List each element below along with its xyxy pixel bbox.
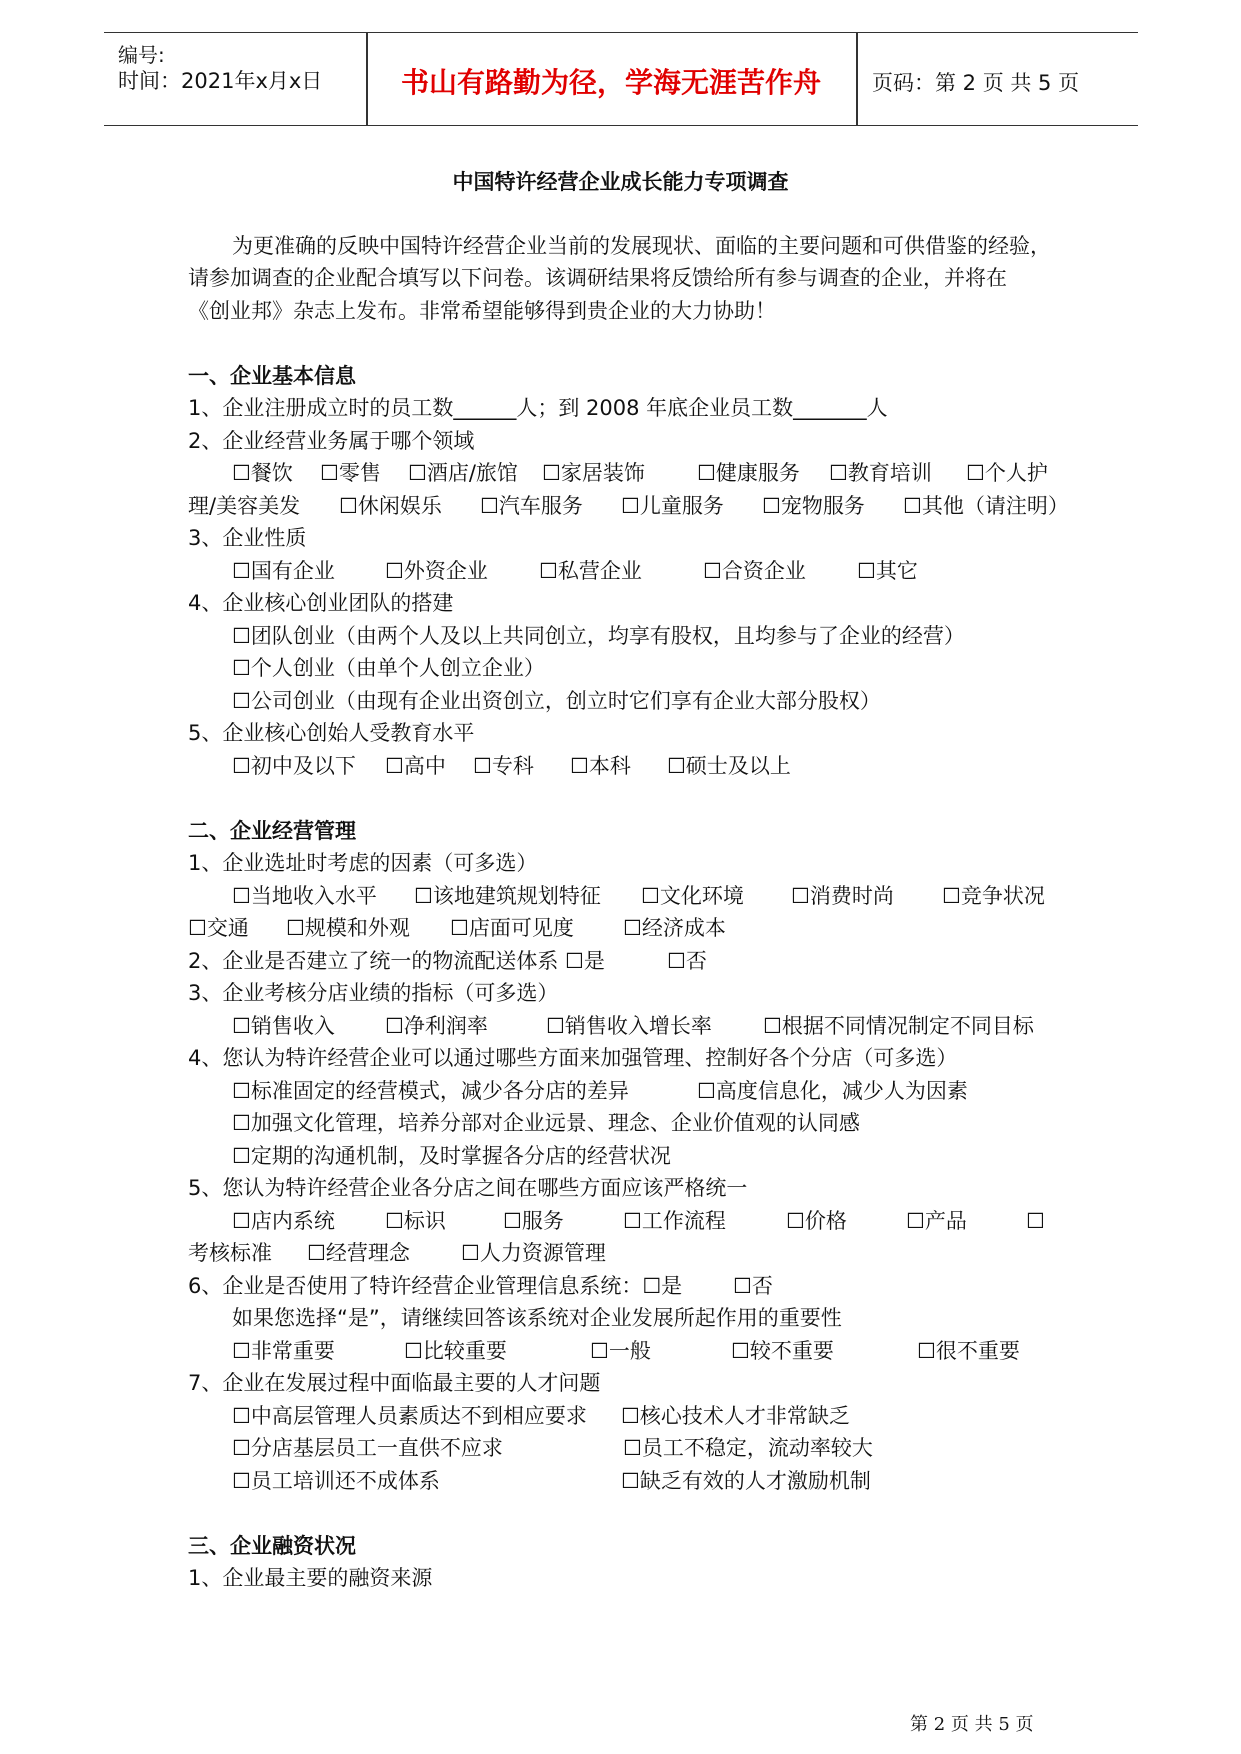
checkbox-option[interactable]: ☐高中 [385, 754, 446, 778]
checkbox-option[interactable]: ☐团队创业（由两个人及以上共同创立，均享有股权，且均参与了企业的经营） [232, 624, 965, 648]
checkbox-option[interactable]: ☐很不重要 [917, 1339, 1020, 1363]
intro-line: 请参加调查的企业配合填写以下问卷。该调研结果将反馈给所有参与调查的企业，并将在 [188, 266, 1007, 290]
section-heading: 一、企业基本信息 [188, 364, 356, 388]
checkbox-option[interactable]: ☐人力资源管理 [461, 1241, 606, 1265]
checkbox-option[interactable]: ☐儿童服务 [621, 494, 724, 518]
checkbox-option[interactable]: ☐一般 [590, 1339, 651, 1363]
section-heading: 二、企业经营管理 [188, 819, 356, 843]
checkbox-option[interactable]: ☐宠物服务 [762, 494, 865, 518]
checkbox-option[interactable]: ☐健康服务 [697, 461, 800, 485]
checkbox-option[interactable]: ☐国有企业 [232, 559, 335, 583]
checkbox-option[interactable]: ☐价格 [786, 1209, 847, 1233]
checkbox-option[interactable]: ☐分店基层员工一直供不应求 [232, 1436, 503, 1460]
question: 2、企业是否建立了统一的物流配送体系 ☐是 [188, 949, 605, 973]
question: 7、企业在发展过程中面临最主要的人才问题 [188, 1371, 601, 1395]
checkbox-option[interactable]: ☐该地建筑规划特征 [414, 884, 601, 908]
checkbox-option[interactable]: ☐汽车服务 [480, 494, 583, 518]
option-continuation: 理/美容美发 [188, 494, 301, 518]
header-page-label: 页码：第 2 页 共 5 页 [872, 71, 1080, 95]
checkbox-option[interactable]: ☐其它 [857, 559, 918, 583]
intro-line: 《创业邦》杂志上发布。非常希望能够得到贵企业的大力协助！ [188, 299, 776, 323]
intro-line: 为更准确的反映中国特许经营企业当前的发展现状、面临的主要问题和可供借鉴的经验， [232, 234, 1051, 258]
checkbox-option[interactable]: ☐ [1026, 1209, 1045, 1233]
checkbox-option[interactable]: ☐其他（请注明） [903, 494, 1069, 518]
checkbox-option[interactable]: ☐规模和外观 [286, 916, 410, 940]
checkbox-option[interactable]: ☐店内系统 [232, 1209, 335, 1233]
header-divider [856, 33, 858, 125]
checkbox-option[interactable]: ☐合资企业 [703, 559, 806, 583]
question: 4、企业核心创业团队的搭建 [188, 591, 454, 615]
checkbox-option[interactable]: ☐酒店/旅馆 [408, 461, 518, 485]
question: 3、企业考核分店业绩的指标（可多选） [188, 981, 559, 1005]
question: 6、企业是否使用了特许经营企业管理信息系统：☐是 [188, 1274, 683, 1298]
checkbox-option[interactable]: ☐员工培训还不成体系 [232, 1469, 440, 1493]
question: 4、您认为特许经营企业可以通过哪些方面来加强管理、控制好各个分店（可多选） [188, 1046, 958, 1070]
checkbox-option[interactable]: ☐当地收入水平 [232, 884, 377, 908]
checkbox-option[interactable]: ☐否 [733, 1274, 773, 1298]
checkbox-option[interactable]: ☐销售收入增长率 [546, 1014, 712, 1038]
section-heading: 三、企业融资状况 [188, 1534, 356, 1558]
option-continuation: 考核标准 [188, 1241, 272, 1265]
checkbox-option[interactable]: ☐交通 [188, 916, 249, 940]
page-header [104, 32, 1138, 126]
page-footer: 第 2 页 共 5 页 [910, 1714, 1034, 1735]
document-number-label: 编号: [118, 43, 165, 67]
checkbox-option[interactable]: ☐个人创业（由单个人创立企业） [232, 656, 545, 680]
question: 2、企业经营业务属于哪个领域 [188, 429, 475, 453]
checkbox-option[interactable]: ☐销售收入 [232, 1014, 335, 1038]
checkbox-option[interactable]: ☐外资企业 [385, 559, 488, 583]
checkbox-option[interactable]: ☐加强文化管理，培养分部对企业远景、理念、企业价值观的认同感 [232, 1111, 860, 1135]
checkbox-option[interactable]: ☐消费时尚 [791, 884, 894, 908]
question-followup: 如果您选择“是”，请继续回答该系统对企业发展所起作用的重要性 [232, 1306, 842, 1330]
checkbox-option[interactable]: ☐服务 [503, 1209, 564, 1233]
checkbox-option[interactable]: ☐核心技术人才非常缺乏 [621, 1404, 850, 1428]
checkbox-option[interactable]: ☐否 [667, 949, 707, 973]
checkbox-option[interactable]: ☐私营企业 [539, 559, 642, 583]
checkbox-option[interactable]: ☐公司创业（由现有企业出资创立，创立时它们享有企业大部分股权） [232, 689, 881, 713]
checkbox-option[interactable]: ☐竞争状况 [942, 884, 1045, 908]
checkbox-option[interactable]: ☐休闲娱乐 [339, 494, 442, 518]
document-time-label: 时间：2021年x月x日 [118, 69, 323, 93]
checkbox-option[interactable]: ☐标识 [385, 1209, 446, 1233]
checkbox-option[interactable]: ☐经营理念 [307, 1241, 410, 1265]
checkbox-option[interactable]: ☐定期的沟通机制，及时掌握各分店的经营状况 [232, 1144, 671, 1168]
checkbox-option[interactable]: ☐餐饮 [232, 461, 293, 485]
checkbox-option[interactable]: ☐净利润率 [385, 1014, 488, 1038]
question: 5、您认为特许经营企业各分店之间在哪些方面应该严格统一 [188, 1176, 748, 1200]
checkbox-option[interactable]: ☐较不重要 [731, 1339, 834, 1363]
survey-title: 中国特许经营企业成长能力专项调查 [452, 170, 789, 194]
question: 3、企业性质 [188, 526, 307, 550]
checkbox-option[interactable]: ☐个人护 [966, 461, 1048, 485]
question: 1、企业最主要的融资来源 [188, 1566, 433, 1590]
checkbox-option[interactable]: ☐非常重要 [232, 1339, 335, 1363]
checkbox-option[interactable]: ☐经济成本 [623, 916, 726, 940]
checkbox-option[interactable]: ☐文化环境 [641, 884, 744, 908]
checkbox-option[interactable]: ☐产品 [906, 1209, 967, 1233]
checkbox-option[interactable]: ☐缺乏有效的人才激励机制 [621, 1469, 871, 1493]
checkbox-option[interactable]: ☐零售 [320, 461, 381, 485]
checkbox-option[interactable]: ☐店面可见度 [450, 916, 574, 940]
checkbox-option[interactable]: ☐硕士及以上 [667, 754, 791, 778]
checkbox-option[interactable]: ☐比较重要 [404, 1339, 507, 1363]
checkbox-option[interactable]: ☐本科 [570, 754, 631, 778]
checkbox-option[interactable]: ☐教育培训 [829, 461, 932, 485]
checkbox-option[interactable]: ☐标准固定的经营模式，减少各分店的差异 [232, 1079, 629, 1103]
question: 1、企业注册成立时的员工数______人；到 2008 年底企业员工数_______人 [188, 396, 888, 420]
checkbox-option[interactable]: ☐员工不稳定，流动率较大 [623, 1436, 873, 1460]
checkbox-option[interactable]: ☐初中及以下 [232, 754, 356, 778]
question: 5、企业核心创始人受教育水平 [188, 721, 475, 745]
question: 1、企业选址时考虑的因素（可多选） [188, 851, 538, 875]
checkbox-option[interactable]: ☐高度信息化，减少人为因素 [697, 1079, 968, 1103]
checkbox-option[interactable]: ☐根据不同情况制定不同目标 [763, 1014, 1034, 1038]
header-motto: 书山有路勤为径，学海无涯苦作舟 [400, 66, 821, 99]
checkbox-option[interactable]: ☐专科 [473, 754, 534, 778]
checkbox-option[interactable]: ☐家居装饰 [542, 461, 645, 485]
checkbox-option[interactable]: ☐工作流程 [623, 1209, 726, 1233]
checkbox-option[interactable]: ☐中高层管理人员素质达不到相应要求 [232, 1404, 587, 1428]
